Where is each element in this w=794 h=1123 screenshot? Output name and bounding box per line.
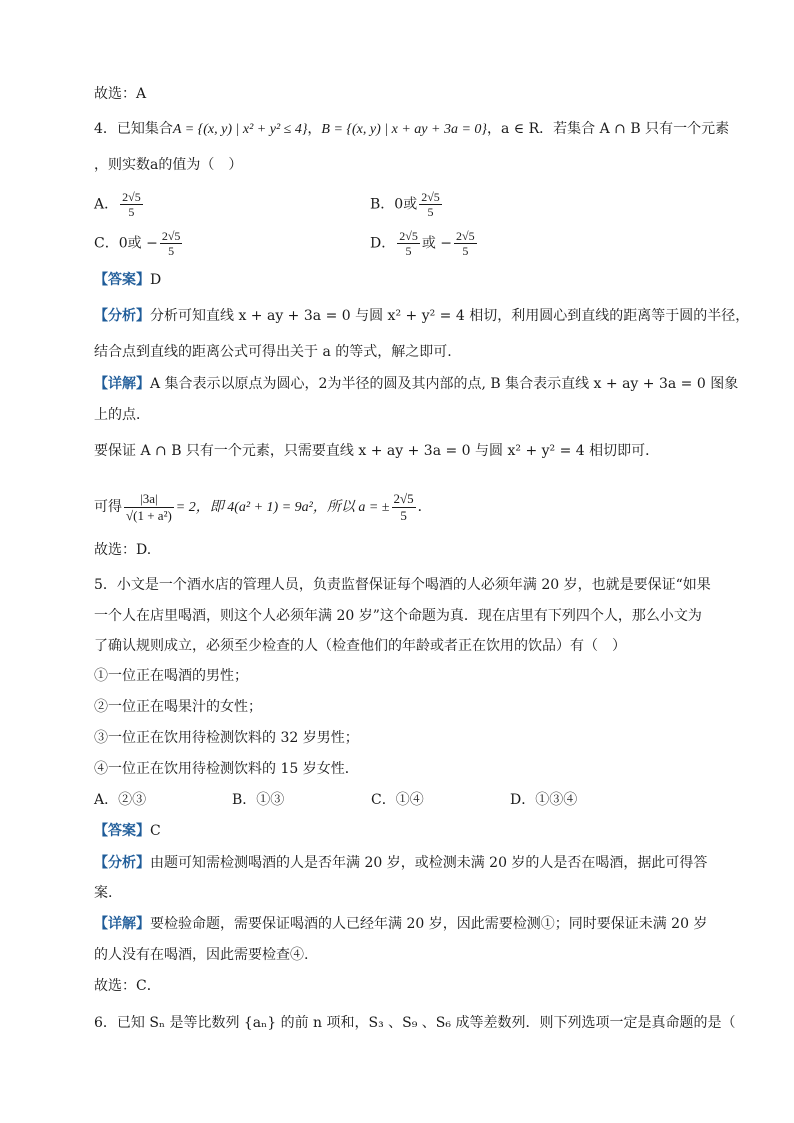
- question-5-item-1: ①一位正在喝酒的男性；: [94, 668, 248, 684]
- numerator: 2√5: [399, 229, 418, 243]
- option-c: [94, 229, 184, 258]
- analysis-text-cont: 结合点到直线的距离公式可得出关于 a 的等式，解之即可.: [94, 344, 452, 360]
- answer-value: C: [150, 823, 161, 839]
- result-fraction: [392, 491, 416, 524]
- option-b: [370, 190, 444, 219]
- analysis-tag: 【分析】: [94, 855, 150, 871]
- answer-value: D: [150, 272, 162, 288]
- question-5-item-4: ④一位正在饮用待检测饮料的 15 岁女性．: [94, 761, 359, 777]
- numerator: 2√5: [161, 229, 181, 243]
- derivation-prefix: 可得: [94, 499, 122, 515]
- option-b-label: B．0或: [370, 196, 418, 213]
- denominator: 5: [427, 205, 434, 219]
- analysis-block: [94, 853, 707, 873]
- detail-tag: 【详解】: [94, 916, 150, 932]
- numerator: 2√5: [393, 490, 414, 506]
- analysis-tag: 【分析】: [94, 308, 150, 324]
- option-d: [370, 229, 479, 258]
- denominator: 5: [400, 507, 407, 523]
- question-5-stem-cont: 了确认规则成立，必须至少检查的人（检查他们的年龄或者正在饮用的饮品）有（ ）: [94, 638, 626, 654]
- q5-option-c: C．①④: [371, 792, 424, 808]
- derivation-end: ．: [417, 499, 432, 515]
- fraction: [397, 229, 420, 258]
- analysis-block: [94, 306, 749, 326]
- denominator: 5: [168, 244, 175, 258]
- question-5-item-3: ③一位正在饮用待检测饮料的 32 岁男性；: [94, 730, 359, 746]
- detail-text: 要检验命题，需要保证喝酒的人已经年满 20 岁，因此需要检测①；同时要保证未满 20 岁: [150, 916, 708, 932]
- derivation-middle: = 2，即 4(a² + 1) = 9a²，所以 a = ±: [175, 500, 390, 515]
- fraction: [419, 190, 442, 219]
- answer-line: 故选：D.: [94, 542, 152, 558]
- fraction: [454, 229, 477, 258]
- question-4-stem-cont: ，则实数a的值为（ ）: [94, 157, 243, 173]
- set-b-formula: B = {(x, y) | x + ay + 3a = 0}: [321, 122, 487, 137]
- answer-tag: 【答案】: [94, 272, 150, 288]
- option-a: [94, 190, 145, 219]
- detail-block: [94, 374, 738, 394]
- option-d-label: D．: [370, 235, 396, 252]
- question-5-item-2: ②一位正在喝果汁的女性；: [94, 699, 262, 715]
- denominator: 5: [405, 244, 412, 258]
- q5-option-d: D．①③④: [510, 792, 578, 808]
- question-5-stem: 5．小文是一个酒水店的管理人员，负责监督保证每个喝酒的人必须年满 20 岁，也就是要保证“如果: [94, 577, 711, 593]
- answer-line: 故选：C．: [94, 978, 161, 994]
- question-6-stem: 6．已知 Sₙ 是等比数列 {aₙ} 的前 n 项和，S₃ 、S₉ 、S₆ 成等差数列．则下列选项一定是真命题的是（: [94, 1015, 736, 1031]
- denominator: 5: [462, 244, 469, 258]
- detail-text-line3: 要保证 A ∩ B 只有一个元素，只需要直线 x + ay + 3a = 0 与圆 x² + y² = 4 相切即可．: [94, 443, 660, 459]
- q5-option-a: A．②③: [94, 792, 147, 808]
- denominator: 5: [128, 205, 135, 219]
- question-5-stem-cont: 一个人在店里喝酒，则这个人必须年满 20 岁”这个命题为真．现在店里有下列四个人，那么小文为: [94, 608, 702, 624]
- detail-tag: 【详解】: [94, 376, 150, 392]
- fraction: [160, 229, 183, 258]
- detail-text-cont: 的人没有在喝酒，因此需要检查④.: [94, 947, 309, 963]
- analysis-text-cont: 案.: [94, 885, 113, 901]
- set-a-formula: A = {(x, y) | x² + y² ≤ 4}: [172, 122, 308, 137]
- detail-derivation: [94, 489, 432, 526]
- analysis-text: 由题可知需检测喝酒的人是否年满 20 岁，或检测未满 20 岁的人是否在喝酒，据此可得答: [150, 855, 708, 871]
- option-a-label: A．: [94, 196, 119, 213]
- detail-text-cont: 上的点．: [94, 407, 150, 423]
- numerator: |3a|: [124, 491, 174, 508]
- q5-option-b: B．①③: [232, 792, 285, 808]
- answer-tag: 【答案】: [94, 823, 150, 839]
- question-4-stem: [94, 119, 729, 140]
- answer-block: [94, 270, 161, 290]
- answer-line: 故选：A: [94, 86, 147, 102]
- numerator: 2√5: [421, 190, 440, 204]
- fraction: [120, 190, 143, 219]
- denominator: √(1 + a²): [126, 507, 172, 523]
- distance-fraction: [124, 491, 174, 524]
- numerator: 2√5: [456, 229, 475, 243]
- separator: ，: [307, 121, 322, 137]
- numerator: 2√5: [122, 190, 141, 204]
- detail-block: [94, 914, 707, 934]
- analysis-text: 分析可知直线 x + ay + 3a = 0 与圆 x² + y² = 4 相切，利用圆心到直线的距离等于圆的半径，: [150, 308, 750, 324]
- detail-text: A 集合表示以原点为圆心，2为半径的圆及其内部的点, B 集合表示直线 x + ay + 3a = 0 图象: [150, 376, 739, 392]
- answer-block: [94, 821, 161, 841]
- option-d-connector: 或 −: [421, 235, 453, 252]
- question-number: 4．已知集合: [94, 121, 173, 137]
- question-4-condition: ，a ∈ R．若集合 A ∩ B 只有一个元素: [487, 121, 730, 137]
- option-c-label: C．0或 −: [94, 235, 158, 252]
